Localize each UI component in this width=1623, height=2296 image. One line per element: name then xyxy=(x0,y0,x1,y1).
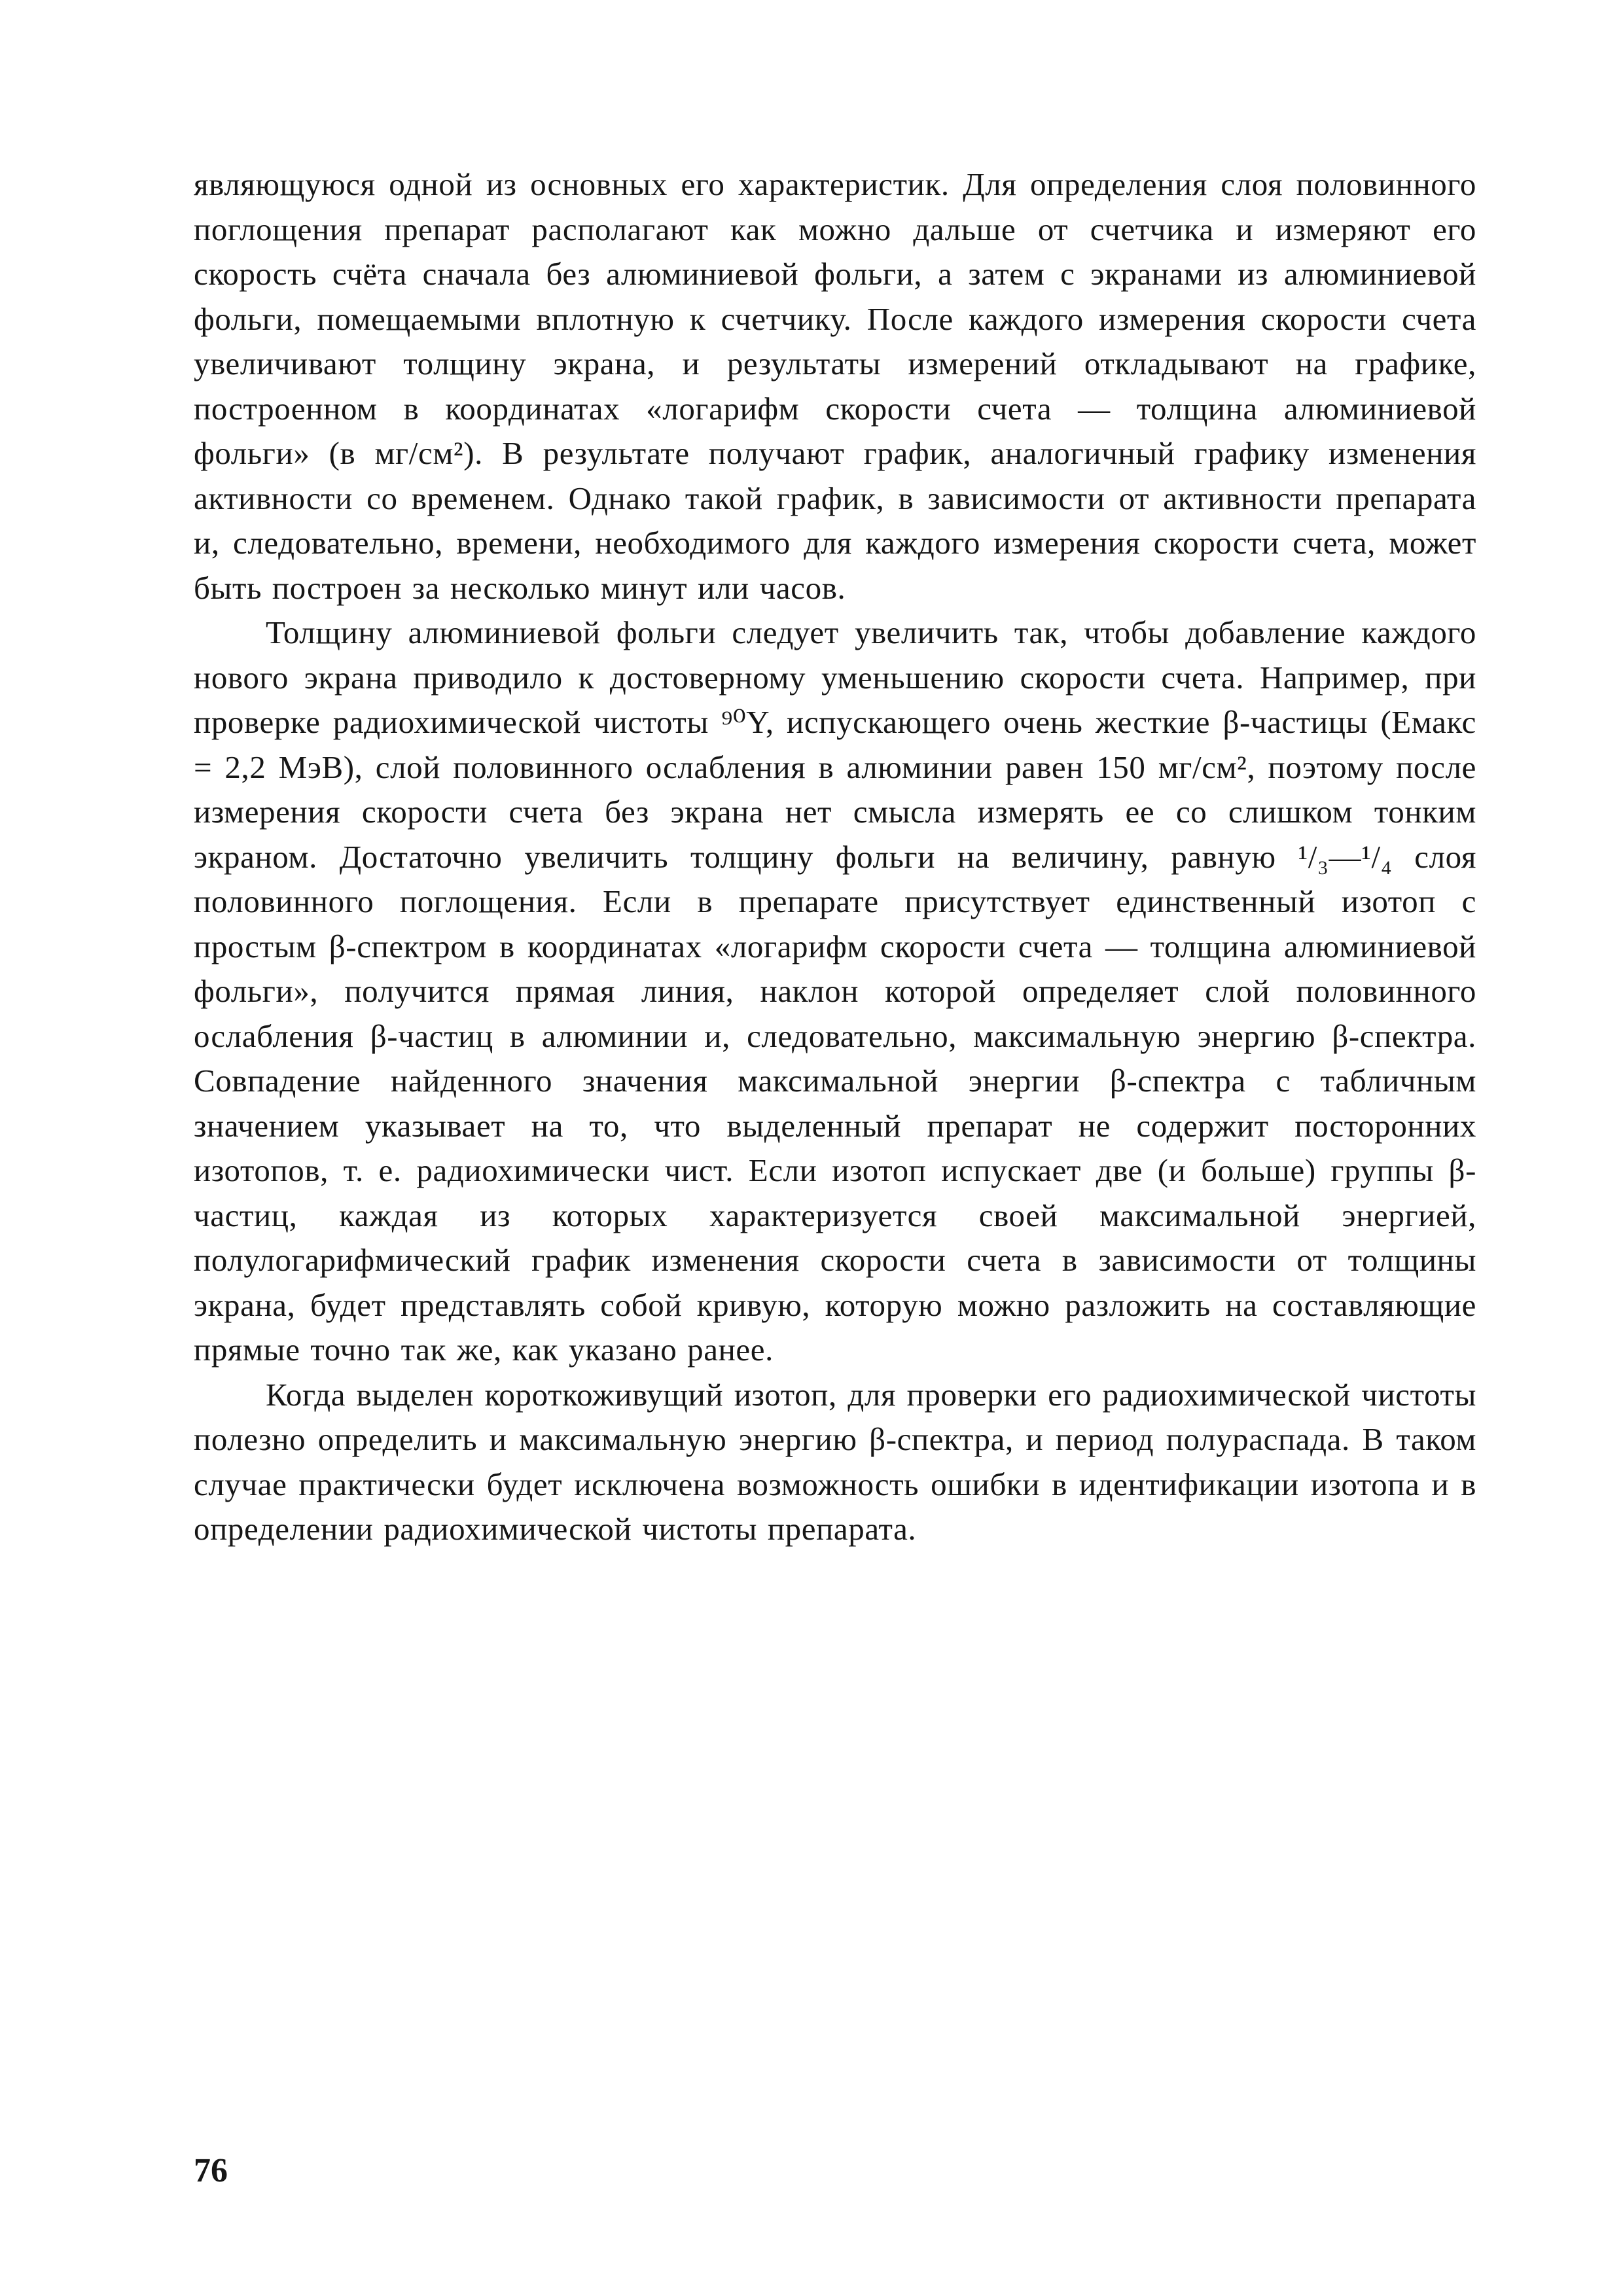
paragraph-3: Когда выделен короткоживущий изотоп, для проверки его радиохимической чистоты полезно определить и максимальную энергию β-спектра, и период полураспада. В таком случае практически будет исключена возможность ошибки в идентификации изотопа и в определении радиохимической чистоты препарата. xyxy=(194,1376,1476,1547)
paragraph-2: Толщину алюминиевой фольги следует увеличить так, чтобы добавление каждого нового экрана приводило к достоверному уменьшению скорости счета. Например, при проверке радиохимической чистоты ⁹⁰Y, испускающего очень жесткие β-частицы (Eмакс = 2,2 МэВ), слой половинного ослабления в алюминии равен 150 мг/см², поэтому после измерения скорости счета без экрана нет смысла измерять ее со слишком тонким экраном. Достаточно увеличить толщину фольги на величину, равную ¹/₃—¹/₄ слоя половинного поглощения. Если в препарате присутствует единственный изотоп с простым β-спектром в координатах «логарифм скорости счета — толщина алюминиевой фольги», получится прямая линия, наклон которой определяет слой половинного ослабления β-частиц в алюминии и, следовательно, максимальную энергию β-спектра. Совпадение найденного значения максимальной энергии β-спектра с табличным значением указывает на то, что выделенный препарат не содержит посторонних изотопов, т. е. радиохимически чист. Если изотоп испускает две (и больше) группы β-частиц, каждая из которых характеризуется своей максимальной энергией, полулогарифмический график изменения скорости счета в зависимости от толщины экрана, будет представлять собой кривую, которую можно разложить на составляющие прямые точно так же, как указано ранее. xyxy=(194,614,1476,1368)
page-number: 76 xyxy=(194,2152,228,2189)
page-body xyxy=(194,162,1476,1552)
paragraph-1: являющуюся одной из основных его характеристик. Для определения слоя половинного поглощения препарат располагают как можно дальше от счетчика и измеряют его скорость счёта сначала без алюминиевой фольги, а затем с экранами из алюминиевой фольги, помещаемыми вплотную к счетчику. После каждого измерения скорости счета увеличивают толщину экрана, и результаты измерений откладывают на графике, построенном в координатах «логарифм скорости счета — толщина алюминиевой фольги» (в мг/см²). В результате получают график, аналогичный графику изменения активности со временем. Однако такой график, в зависимости от активности препарата и, следовательно, времени, необходимого для каждого измерения скорости счета, может быть построен за несколько минут или часов. xyxy=(194,166,1476,606)
